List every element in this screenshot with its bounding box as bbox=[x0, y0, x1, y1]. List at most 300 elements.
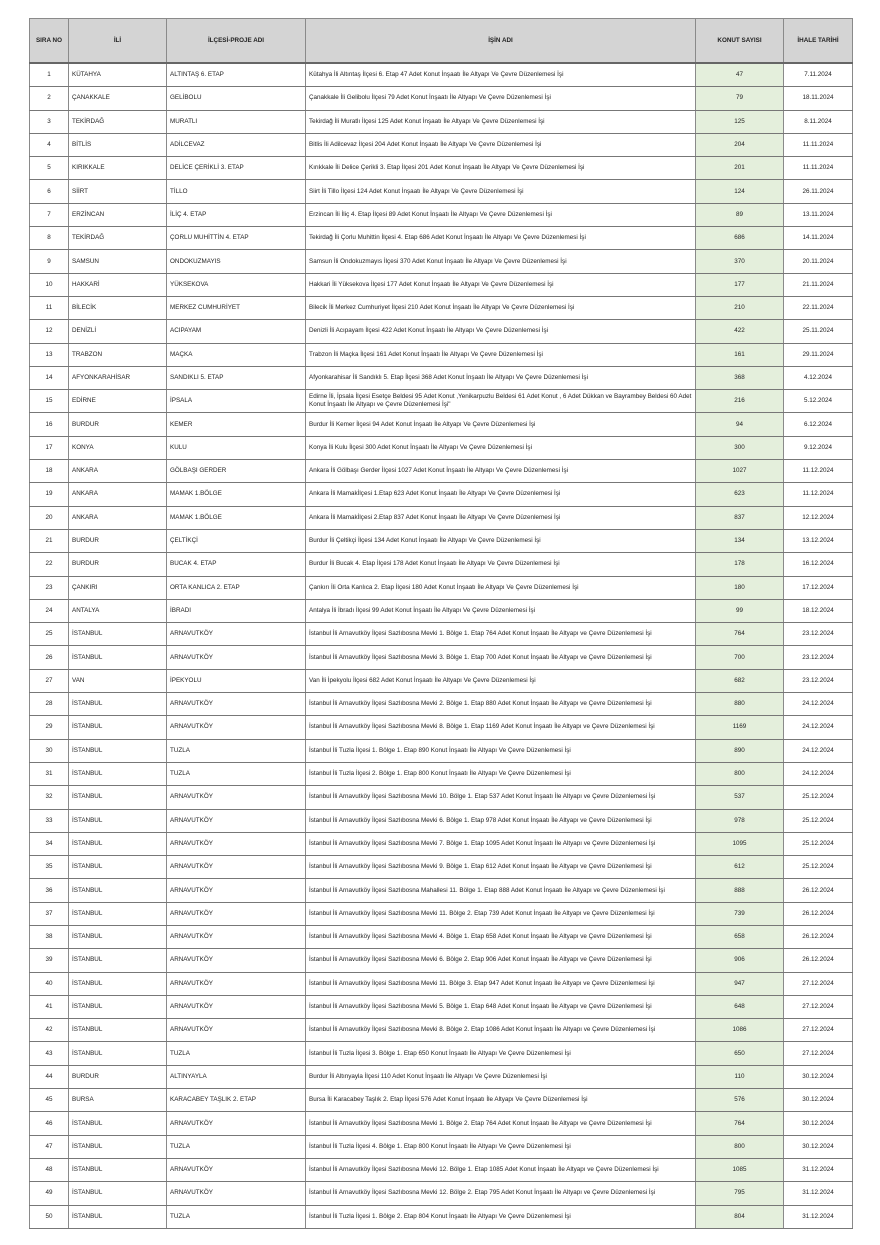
cell-ilcesi: DELİCE ÇERİKLİ 3. ETAP bbox=[167, 157, 306, 180]
table-row bbox=[30, 320, 853, 343]
cell-ilcesi: ARNAVUTKÖY bbox=[167, 1158, 306, 1181]
cell-ihale-tarihi: 27.12.2024 bbox=[784, 995, 853, 1018]
cell-isin-adi: Hakkari İli Yüksekova İlçesi 177 Adet Konut İnşaatı İle Altyapı Ve Çevre Düzenlemesi İşi bbox=[306, 273, 696, 296]
cell-konut-sayisi: 682 bbox=[696, 669, 784, 692]
cell-ilcesi: ARNAVUTKÖY bbox=[167, 832, 306, 855]
cell-ili: İSTANBUL bbox=[69, 856, 167, 879]
cell-sira-no: 12 bbox=[30, 320, 69, 343]
cell-ihale-tarihi: 31.12.2024 bbox=[784, 1158, 853, 1181]
header-konut-sayisi: KONUT SAYISI bbox=[696, 19, 784, 64]
cell-ilcesi: TUZLA bbox=[167, 762, 306, 785]
cell-ili: İSTANBUL bbox=[69, 786, 167, 809]
cell-ilcesi: İLİÇ 4. ETAP bbox=[167, 203, 306, 226]
table-row bbox=[30, 995, 853, 1018]
cell-sira-no: 48 bbox=[30, 1158, 69, 1181]
cell-konut-sayisi: 795 bbox=[696, 1182, 784, 1205]
cell-ihale-tarihi: 7.11.2024 bbox=[784, 63, 853, 87]
cell-isin-adi: Trabzon İli Maçka İlçesi 161 Adet Konut İnşaatı İle Altyapı Ve Çevre Düzenlemesi İşi bbox=[306, 343, 696, 366]
cell-isin-adi: Afyonkarahisar İli Sandıklı 5. Etap İlçesi 368 Adet Konut İnşaatı İle Altyapı Ve Çevre Düzenlemesi İşi bbox=[306, 366, 696, 389]
cell-konut-sayisi: 739 bbox=[696, 902, 784, 925]
table-row bbox=[30, 553, 853, 576]
cell-ilcesi: ALTINYAYLA bbox=[167, 1065, 306, 1088]
cell-isin-adi: İstanbul İli Arnavutköy İlçesi Sazlıbosna Mevki 5. Bölge 1. Etap 648 Adet Konut İnşaatı İle Altyapı ve Çevre Düzenlemesi İşi bbox=[306, 995, 696, 1018]
cell-sira-no: 45 bbox=[30, 1089, 69, 1112]
cell-ihale-tarihi: 25.12.2024 bbox=[784, 809, 853, 832]
cell-ili: ANKARA bbox=[69, 460, 167, 483]
cell-ilcesi: TUZLA bbox=[167, 1135, 306, 1158]
cell-ilcesi: ARNAVUTKÖY bbox=[167, 646, 306, 669]
cell-sira-no: 33 bbox=[30, 809, 69, 832]
cell-isin-adi: İstanbul İli Arnavutköy İlçesi Sazlıbosna Mevki 4. Bölge 1. Etap 658 Adet Konut İnşaatı İle Altyapı ve Çevre Düzenlemesi İşi bbox=[306, 925, 696, 948]
cell-konut-sayisi: 650 bbox=[696, 1042, 784, 1065]
header-ihale-tarihi: İHALE TARİHİ bbox=[784, 19, 853, 64]
cell-ili: İSTANBUL bbox=[69, 902, 167, 925]
cell-isin-adi: Çanakkale İli Gelibolu İlçesi 79 Adet Konut İnşaatı İle Altyapı Ve Çevre Düzenlemesi İşi bbox=[306, 87, 696, 110]
table-row bbox=[30, 273, 853, 296]
cell-konut-sayisi: 47 bbox=[696, 63, 784, 87]
cell-sira-no: 8 bbox=[30, 227, 69, 250]
cell-isin-adi: İstanbul İli Arnavutköy İlçesi Sazlıbosna Mevki 12. Bölge 1. Etap 1085 Adet Konut İnşaatı İle Altyapı ve Çevre Düzenlemesi İşi bbox=[306, 1158, 696, 1181]
cell-isin-adi: İstanbul İli Tuzla İlçesi 1. Bölge 1. Etap 890 Konut İnşaatı İle Altyapı Ve Çevre Düzenlemesi İşi bbox=[306, 739, 696, 762]
cell-isin-adi: Denizli İli Acıpayam İlçesi 422 Adet Konut İnşaatı İle Altyapı Ve Çevre Düzenlemesi İşi bbox=[306, 320, 696, 343]
table-row bbox=[30, 972, 853, 995]
cell-sira-no: 5 bbox=[30, 157, 69, 180]
cell-ihale-tarihi: 30.12.2024 bbox=[784, 1089, 853, 1112]
cell-isin-adi: Van İli İpekyolu İlçesi 682 Adet Konut İnşaatı İle Altyapı Ve Çevre Düzenlemesi İşi bbox=[306, 669, 696, 692]
cell-konut-sayisi: 978 bbox=[696, 809, 784, 832]
header-isin-adi: İŞİN ADI bbox=[306, 19, 696, 64]
cell-ilcesi: SANDIKLI 5. ETAP bbox=[167, 366, 306, 389]
cell-ilcesi: KARACABEY TAŞLIK 2. ETAP bbox=[167, 1089, 306, 1112]
cell-sira-no: 39 bbox=[30, 949, 69, 972]
table-row bbox=[30, 296, 853, 319]
cell-ihale-tarihi: 26.12.2024 bbox=[784, 949, 853, 972]
cell-isin-adi: İstanbul İli Arnavutköy İlçesi Sazlıbosna Mevki 6. Bölge 2. Etap 906 Adet Konut İnşaatı İle Altyapı ve Çevre Düzenlemesi İşi bbox=[306, 949, 696, 972]
cell-ihale-tarihi: 24.12.2024 bbox=[784, 693, 853, 716]
cell-ili: TRABZON bbox=[69, 343, 167, 366]
header-ilcesi-proje-adi: İLÇESİ-PROJE ADI bbox=[167, 19, 306, 64]
cell-isin-adi: İstanbul İli Arnavutköy İlçesi Sazlıbosna Mevki 9. Bölge 1. Etap 612 Adet Konut İnşaatı İle Altyapı ve Çevre Düzenlemesi İşi bbox=[306, 856, 696, 879]
table-row bbox=[30, 693, 853, 716]
cell-ili: BURDUR bbox=[69, 529, 167, 552]
table-row bbox=[30, 506, 853, 529]
cell-sira-no: 36 bbox=[30, 879, 69, 902]
header-ili: İLİ bbox=[69, 19, 167, 64]
cell-isin-adi: Kırıkkale İli Delice Çerikli 3. Etap İlçesi 201 Adet Konut İnşaatı İle Altyapı Ve Çevre Düzenlemesi İşi bbox=[306, 157, 696, 180]
cell-ilcesi: ARNAVUTKÖY bbox=[167, 1112, 306, 1135]
table-row bbox=[30, 1205, 853, 1228]
cell-isin-adi: Ankara İli Gölbaşı Gerder İlçesi 1027 Adet Konut İnşaatı İle Altyapı Ve Çevre Düzenlemesi İşi bbox=[306, 460, 696, 483]
table-row bbox=[30, 227, 853, 250]
cell-ihale-tarihi: 27.12.2024 bbox=[784, 1042, 853, 1065]
cell-konut-sayisi: 177 bbox=[696, 273, 784, 296]
cell-sira-no: 49 bbox=[30, 1182, 69, 1205]
cell-isin-adi: İstanbul İli Tuzla İlçesi 2. Bölge 1. Etap 800 Konut İnşaatı İle Altyapı Ve Çevre Düzenlemesi İşi bbox=[306, 762, 696, 785]
cell-sira-no: 31 bbox=[30, 762, 69, 785]
cell-ihale-tarihi: 6.12.2024 bbox=[784, 413, 853, 436]
cell-sira-no: 47 bbox=[30, 1135, 69, 1158]
cell-konut-sayisi: 300 bbox=[696, 436, 784, 459]
cell-ihale-tarihi: 11.12.2024 bbox=[784, 460, 853, 483]
cell-sira-no: 29 bbox=[30, 716, 69, 739]
cell-isin-adi: Edirne İli, İpsala İlçesi Esetçe Beldesi 95 Adet Konut ,Yenikarpuzlu Beldesi 61 Adet Konut , 6 Adet Dükkan ve Bayrambey Beldesi 60 Adet Konut İnşaatı İle Altyapı ve Çevre Düzenlemesi İşi" bbox=[306, 390, 696, 413]
cell-konut-sayisi: 124 bbox=[696, 180, 784, 203]
cell-sira-no: 1 bbox=[30, 63, 69, 87]
cell-ili: BURDUR bbox=[69, 413, 167, 436]
cell-konut-sayisi: 216 bbox=[696, 390, 784, 413]
cell-ihale-tarihi: 12.12.2024 bbox=[784, 506, 853, 529]
cell-ilcesi: GELİBOLU bbox=[167, 87, 306, 110]
cell-konut-sayisi: 178 bbox=[696, 553, 784, 576]
cell-sira-no: 22 bbox=[30, 553, 69, 576]
cell-ili: DENİZLİ bbox=[69, 320, 167, 343]
cell-ilcesi: İBRADI bbox=[167, 599, 306, 622]
cell-isin-adi: İstanbul İli Arnavutköy İlçesi Sazlıbosna Mevki 1. Bölge 1. Etap 764 Adet Konut İnşaatı İle Altyapı ve Çevre Düzenlemesi İşi bbox=[306, 623, 696, 646]
table-row bbox=[30, 786, 853, 809]
cell-ili: İSTANBUL bbox=[69, 1019, 167, 1042]
cell-sira-no: 44 bbox=[30, 1065, 69, 1088]
cell-ihale-tarihi: 25.12.2024 bbox=[784, 786, 853, 809]
table-row bbox=[30, 646, 853, 669]
cell-ihale-tarihi: 27.12.2024 bbox=[784, 1019, 853, 1042]
header-sira-no: SIRA NO bbox=[30, 19, 69, 64]
cell-konut-sayisi: 210 bbox=[696, 296, 784, 319]
cell-sira-no: 21 bbox=[30, 529, 69, 552]
cell-ilcesi: ÇELTİKÇİ bbox=[167, 529, 306, 552]
table-row bbox=[30, 157, 853, 180]
cell-sira-no: 2 bbox=[30, 87, 69, 110]
cell-sira-no: 24 bbox=[30, 599, 69, 622]
cell-isin-adi: İstanbul İli Arnavutköy İlçesi Sazlıbosna Mevki 11. Bölge 2. Etap 739 Adet Konut İnşaatı İle Altyapı ve Çevre Düzenlemesi İşi bbox=[306, 902, 696, 925]
cell-sira-no: 46 bbox=[30, 1112, 69, 1135]
cell-ihale-tarihi: 27.12.2024 bbox=[784, 972, 853, 995]
cell-konut-sayisi: 368 bbox=[696, 366, 784, 389]
cell-konut-sayisi: 880 bbox=[696, 693, 784, 716]
cell-konut-sayisi: 804 bbox=[696, 1205, 784, 1228]
cell-ilcesi: ARNAVUTKÖY bbox=[167, 1019, 306, 1042]
cell-sira-no: 30 bbox=[30, 739, 69, 762]
cell-isin-adi: Erzincan İli İliç 4. Etap İlçesi 89 Adet Konut İnşaatı İle Altyapı Ve Çevre Düzenlemesi İşi bbox=[306, 203, 696, 226]
cell-konut-sayisi: 125 bbox=[696, 110, 784, 133]
cell-ili: ERZİNCAN bbox=[69, 203, 167, 226]
cell-konut-sayisi: 906 bbox=[696, 949, 784, 972]
cell-isin-adi: Burdur İli Çeltikçi İlçesi 134 Adet Konut İnşaatı İle Altyapı Ve Çevre Düzenlemesi İşi bbox=[306, 529, 696, 552]
table-row bbox=[30, 832, 853, 855]
cell-ihale-tarihi: 16.12.2024 bbox=[784, 553, 853, 576]
cell-sira-no: 6 bbox=[30, 180, 69, 203]
cell-ihale-tarihi: 20.11.2024 bbox=[784, 250, 853, 273]
table-row bbox=[30, 1042, 853, 1065]
table-row bbox=[30, 413, 853, 436]
cell-ilcesi: ARNAVUTKÖY bbox=[167, 879, 306, 902]
cell-ilcesi: GÖLBAŞI GERDER bbox=[167, 460, 306, 483]
cell-sira-no: 15 bbox=[30, 390, 69, 413]
cell-sira-no: 41 bbox=[30, 995, 69, 1018]
cell-isin-adi: Çankırı İli Orta Kanlıca 2. Etap İlçesi 180 Adet Konut İnşaatı İle Altyapı Ve Çevre Düzenlemesi İşi bbox=[306, 576, 696, 599]
cell-konut-sayisi: 947 bbox=[696, 972, 784, 995]
cell-sira-no: 3 bbox=[30, 110, 69, 133]
cell-ilcesi: ARNAVUTKÖY bbox=[167, 925, 306, 948]
cell-ilcesi: ADİLCEVAZ bbox=[167, 133, 306, 156]
cell-ihale-tarihi: 13.12.2024 bbox=[784, 529, 853, 552]
cell-sira-no: 13 bbox=[30, 343, 69, 366]
cell-ili: EDİRNE bbox=[69, 390, 167, 413]
cell-ilcesi: MURATLI bbox=[167, 110, 306, 133]
cell-konut-sayisi: 686 bbox=[696, 227, 784, 250]
cell-ihale-tarihi: 11.12.2024 bbox=[784, 483, 853, 506]
cell-konut-sayisi: 1169 bbox=[696, 716, 784, 739]
cell-isin-adi: İstanbul İli Arnavutköy İlçesi Sazlıbosna Mahallesi 11. Bölge 1. Etap 888 Adet Konut İnşaatı İle Altyapı ve Çevre Düzenlemesi İşi bbox=[306, 879, 696, 902]
cell-ili: İSTANBUL bbox=[69, 1135, 167, 1158]
cell-ili: TEKİRDAĞ bbox=[69, 227, 167, 250]
cell-konut-sayisi: 658 bbox=[696, 925, 784, 948]
cell-ilcesi: ARNAVUTKÖY bbox=[167, 856, 306, 879]
cell-ilcesi: ARNAVUTKÖY bbox=[167, 693, 306, 716]
cell-konut-sayisi: 204 bbox=[696, 133, 784, 156]
cell-ili: İSTANBUL bbox=[69, 1158, 167, 1181]
cell-ilcesi: ARNAVUTKÖY bbox=[167, 995, 306, 1018]
table-row bbox=[30, 63, 853, 87]
cell-ili: VAN bbox=[69, 669, 167, 692]
cell-isin-adi: İstanbul İli Tuzla İlçesi 1. Bölge 2. Etap 804 Konut İnşaatı İle Altyapı Ve Çevre Düzenlemesi İşi bbox=[306, 1205, 696, 1228]
cell-ili: İSTANBUL bbox=[69, 1182, 167, 1205]
cell-ili: İSTANBUL bbox=[69, 1205, 167, 1228]
cell-ihale-tarihi: 9.12.2024 bbox=[784, 436, 853, 459]
cell-ihale-tarihi: 23.12.2024 bbox=[784, 623, 853, 646]
cell-isin-adi: İstanbul İli Arnavutköy İlçesi Sazlıbosna Mevki 10. Bölge 1. Etap 537 Adet Konut İnşaatı İle Altyapı ve Çevre Düzenlemesi İşi bbox=[306, 786, 696, 809]
cell-ilcesi: ÇORLU MUHİTTİN 4. ETAP bbox=[167, 227, 306, 250]
cell-ilcesi: İPSALA bbox=[167, 390, 306, 413]
cell-konut-sayisi: 79 bbox=[696, 87, 784, 110]
cell-konut-sayisi: 370 bbox=[696, 250, 784, 273]
cell-ili: BİTLİS bbox=[69, 133, 167, 156]
cell-ili: İSTANBUL bbox=[69, 762, 167, 785]
cell-sira-no: 23 bbox=[30, 576, 69, 599]
cell-ihale-tarihi: 11.11.2024 bbox=[784, 157, 853, 180]
cell-sira-no: 40 bbox=[30, 972, 69, 995]
cell-ilcesi: ARNAVUTKÖY bbox=[167, 809, 306, 832]
cell-konut-sayisi: 700 bbox=[696, 646, 784, 669]
cell-sira-no: 37 bbox=[30, 902, 69, 925]
table-header-row bbox=[30, 19, 853, 64]
cell-ihale-tarihi: 26.12.2024 bbox=[784, 879, 853, 902]
cell-sira-no: 10 bbox=[30, 273, 69, 296]
cell-ilcesi: MAMAK 1.BÖLGE bbox=[167, 506, 306, 529]
cell-isin-adi: Burdur İli Altınyayla İlçesi 110 Adet Konut İnşaatı İle Altyapı Ve Çevre Düzenlemesi İşi bbox=[306, 1065, 696, 1088]
table-row bbox=[30, 1019, 853, 1042]
cell-konut-sayisi: 134 bbox=[696, 529, 784, 552]
cell-sira-no: 34 bbox=[30, 832, 69, 855]
cell-ilcesi: ARNAVUTKÖY bbox=[167, 1182, 306, 1205]
cell-ili: KONYA bbox=[69, 436, 167, 459]
cell-ihale-tarihi: 25.12.2024 bbox=[784, 856, 853, 879]
cell-sira-no: 25 bbox=[30, 623, 69, 646]
cell-ihale-tarihi: 26.12.2024 bbox=[784, 925, 853, 948]
table-row bbox=[30, 1135, 853, 1158]
table-row bbox=[30, 856, 853, 879]
cell-konut-sayisi: 888 bbox=[696, 879, 784, 902]
cell-ihale-tarihi: 24.12.2024 bbox=[784, 739, 853, 762]
cell-ili: İSTANBUL bbox=[69, 716, 167, 739]
cell-ilcesi: TUZLA bbox=[167, 1205, 306, 1228]
table-row bbox=[30, 390, 853, 413]
cell-ilcesi: İPEKYOLU bbox=[167, 669, 306, 692]
cell-ihale-tarihi: 18.11.2024 bbox=[784, 87, 853, 110]
cell-konut-sayisi: 422 bbox=[696, 320, 784, 343]
cell-isin-adi: Kütahya İli Altıntaş İlçesi 6. Etap 47 Adet Konut İnşaatı İle Altyapı Ve Çevre Düzenlemesi İşi bbox=[306, 63, 696, 87]
cell-sira-no: 9 bbox=[30, 250, 69, 273]
cell-ilcesi: ARNAVUTKÖY bbox=[167, 623, 306, 646]
cell-ilcesi: ARNAVUTKÖY bbox=[167, 786, 306, 809]
cell-ili: İSTANBUL bbox=[69, 1042, 167, 1065]
cell-isin-adi: İstanbul İli Arnavutköy İlçesi Sazlıbosna Mevki 8. Bölge 2. Etap 1086 Adet Konut İnşaatı İle Altyapı ve Çevre Düzenlemesi İşi bbox=[306, 1019, 696, 1042]
table-row bbox=[30, 925, 853, 948]
cell-isin-adi: Bilecik İli Merkez Cumhuriyet İlçesi 210 Adet Konut İnşaatı İle Altyapı Ve Çevre Düzenlemesi İşi bbox=[306, 296, 696, 319]
cell-sira-no: 16 bbox=[30, 413, 69, 436]
cell-ihale-tarihi: 30.12.2024 bbox=[784, 1065, 853, 1088]
cell-konut-sayisi: 576 bbox=[696, 1089, 784, 1112]
cell-isin-adi: İstanbul İli Arnavutköy İlçesi Sazlıbosna Mevki 7. Bölge 1. Etap 1095 Adet Konut İnşaatı İle Altyapı ve Çevre Düzenlemesi İşi bbox=[306, 832, 696, 855]
cell-ihale-tarihi: 23.12.2024 bbox=[784, 669, 853, 692]
cell-ili: SİİRT bbox=[69, 180, 167, 203]
cell-ili: İSTANBUL bbox=[69, 739, 167, 762]
cell-ihale-tarihi: 25.12.2024 bbox=[784, 832, 853, 855]
cell-ihale-tarihi: 18.12.2024 bbox=[784, 599, 853, 622]
cell-konut-sayisi: 612 bbox=[696, 856, 784, 879]
cell-isin-adi: Antalya İli İbradı İlçesi 99 Adet Konut İnşaatı İle Altyapı Ve Çevre Düzenlemesi İşi bbox=[306, 599, 696, 622]
cell-ilcesi: ACIPAYAM bbox=[167, 320, 306, 343]
cell-ilcesi: MERKEZ CUMHURİYET bbox=[167, 296, 306, 319]
cell-ihale-tarihi: 14.11.2024 bbox=[784, 227, 853, 250]
cell-ihale-tarihi: 31.12.2024 bbox=[784, 1182, 853, 1205]
tender-table bbox=[29, 18, 853, 1229]
table-row bbox=[30, 669, 853, 692]
cell-sira-no: 27 bbox=[30, 669, 69, 692]
cell-konut-sayisi: 800 bbox=[696, 1135, 784, 1158]
table-row bbox=[30, 483, 853, 506]
cell-ihale-tarihi: 17.12.2024 bbox=[784, 576, 853, 599]
cell-konut-sayisi: 1027 bbox=[696, 460, 784, 483]
cell-konut-sayisi: 1086 bbox=[696, 1019, 784, 1042]
cell-ilcesi: ARNAVUTKÖY bbox=[167, 716, 306, 739]
cell-isin-adi: İstanbul İli Tuzla İlçesi 4. Bölge 1. Etap 800 Konut İnşaatı İle Altyapı Ve Çevre Düzenlemesi İşi bbox=[306, 1135, 696, 1158]
cell-ili: BİLECİK bbox=[69, 296, 167, 319]
cell-isin-adi: İstanbul İli Arnavutköy İlçesi Sazlıbosna Mevki 3. Bölge 1. Etap 700 Adet Konut İnşaatı İle Altyapı ve Çevre Düzenlemesi İşi bbox=[306, 646, 696, 669]
cell-ihale-tarihi: 24.12.2024 bbox=[784, 762, 853, 785]
cell-ihale-tarihi: 30.12.2024 bbox=[784, 1135, 853, 1158]
cell-ili: İSTANBUL bbox=[69, 925, 167, 948]
cell-sira-no: 50 bbox=[30, 1205, 69, 1228]
cell-isin-adi: Ankara İli Mamakİlçesi 1.Etap 623 Adet Konut İnşaatı İle Altyapı Ve Çevre Düzenlemesi İşi bbox=[306, 483, 696, 506]
cell-ihale-tarihi: 5.12.2024 bbox=[784, 390, 853, 413]
table-row bbox=[30, 1065, 853, 1088]
cell-ili: İSTANBUL bbox=[69, 809, 167, 832]
table-row bbox=[30, 110, 853, 133]
cell-ili: İSTANBUL bbox=[69, 832, 167, 855]
cell-konut-sayisi: 890 bbox=[696, 739, 784, 762]
table-row bbox=[30, 1112, 853, 1135]
table-row bbox=[30, 762, 853, 785]
cell-ili: İSTANBUL bbox=[69, 646, 167, 669]
cell-ilcesi: YÜKSEKOVA bbox=[167, 273, 306, 296]
cell-isin-adi: İstanbul İli Arnavutköy İlçesi Sazlıbosna Mevki 8. Bölge 1. Etap 1169 Adet Konut İnşaatı İle Altyapı ve Çevre Düzenlemesi İşi bbox=[306, 716, 696, 739]
cell-ili: BURDUR bbox=[69, 1065, 167, 1088]
cell-isin-adi: İstanbul İli Arnavutköy İlçesi Sazlıbosna Mevki 2. Bölge 1. Etap 880 Adet Konut İnşaatı İle Altyapı ve Çevre Düzenlemesi İşi bbox=[306, 693, 696, 716]
cell-ili: HAKKARİ bbox=[69, 273, 167, 296]
cell-konut-sayisi: 1095 bbox=[696, 832, 784, 855]
cell-ili: ANKARA bbox=[69, 506, 167, 529]
cell-ilcesi: ARNAVUTKÖY bbox=[167, 972, 306, 995]
cell-ili: BURDUR bbox=[69, 553, 167, 576]
cell-isin-adi: Bitlis İli Adilcevaz İlçesi 204 Adet Konut İnşaatı İle Altyapı Ve Çevre Düzenlemesi İşi bbox=[306, 133, 696, 156]
cell-konut-sayisi: 1085 bbox=[696, 1158, 784, 1181]
cell-konut-sayisi: 537 bbox=[696, 786, 784, 809]
cell-konut-sayisi: 99 bbox=[696, 599, 784, 622]
table-row bbox=[30, 436, 853, 459]
table-row bbox=[30, 599, 853, 622]
cell-isin-adi: İstanbul İli Arnavutköy İlçesi Sazlıbosna Mevki 6. Bölge 1. Etap 978 Adet Konut İnşaatı İle Altyapı ve Çevre Düzenlemesi İşi bbox=[306, 809, 696, 832]
cell-sira-no: 28 bbox=[30, 693, 69, 716]
cell-ili: İSTANBUL bbox=[69, 693, 167, 716]
cell-sira-no: 19 bbox=[30, 483, 69, 506]
cell-ilcesi: ORTA KANLICA 2. ETAP bbox=[167, 576, 306, 599]
cell-isin-adi: Siirt İli Tillo İlçesi 124 Adet Konut İnşaatı İle Altyapı Ve Çevre Düzenlemesi İşi bbox=[306, 180, 696, 203]
cell-ihale-tarihi: 8.11.2024 bbox=[784, 110, 853, 133]
cell-isin-adi: İstanbul İli Arnavutköy İlçesi Sazlıbosna Mevki 12. Bölge 2. Etap 795 Adet Konut İnşaatı İle Altyapı ve Çevre Düzenlemesi İşi bbox=[306, 1182, 696, 1205]
cell-ili: BURSA bbox=[69, 1089, 167, 1112]
cell-ilcesi: TİLLO bbox=[167, 180, 306, 203]
cell-sira-no: 20 bbox=[30, 506, 69, 529]
cell-sira-no: 26 bbox=[30, 646, 69, 669]
table-row bbox=[30, 809, 853, 832]
cell-ihale-tarihi: 22.11.2024 bbox=[784, 296, 853, 319]
cell-ihale-tarihi: 11.11.2024 bbox=[784, 133, 853, 156]
cell-ili: İSTANBUL bbox=[69, 623, 167, 646]
table-row bbox=[30, 180, 853, 203]
cell-sira-no: 11 bbox=[30, 296, 69, 319]
cell-isin-adi: Burdur İli Kemer İlçesi 94 Adet Konut İnşaatı İle Altyapı Ve Çevre Düzenlemesi İşi bbox=[306, 413, 696, 436]
cell-konut-sayisi: 201 bbox=[696, 157, 784, 180]
cell-sira-no: 43 bbox=[30, 1042, 69, 1065]
cell-ihale-tarihi: 24.12.2024 bbox=[784, 716, 853, 739]
cell-ihale-tarihi: 4.12.2024 bbox=[784, 366, 853, 389]
cell-isin-adi: İstanbul İli Tuzla İlçesi 3. Bölge 1. Etap 650 Konut İnşaatı İle Altyapı Ve Çevre Düzenlemesi İşi bbox=[306, 1042, 696, 1065]
table-row bbox=[30, 203, 853, 226]
cell-ilcesi: ARNAVUTKÖY bbox=[167, 949, 306, 972]
table-row bbox=[30, 902, 853, 925]
table-row bbox=[30, 133, 853, 156]
cell-ilcesi: KULU bbox=[167, 436, 306, 459]
cell-ihale-tarihi: 29.11.2024 bbox=[784, 343, 853, 366]
cell-konut-sayisi: 94 bbox=[696, 413, 784, 436]
cell-isin-adi: Samsun İli Ondokuzmayıs İlçesi 370 Adet Konut İnşaatı İle Altyapı Ve Çevre Düzenlemesi İşi bbox=[306, 250, 696, 273]
cell-ilcesi: ARNAVUTKÖY bbox=[167, 902, 306, 925]
cell-sira-no: 14 bbox=[30, 366, 69, 389]
cell-isin-adi: Tekirdağ İli Muratlı İlçesi 125 Adet Konut İnşaatı İle Altyapı Ve Çevre Düzenlemesi İşi bbox=[306, 110, 696, 133]
cell-konut-sayisi: 764 bbox=[696, 623, 784, 646]
cell-ilcesi: ONDOKUZMAYIS bbox=[167, 250, 306, 273]
cell-ilcesi: BUCAK 4. ETAP bbox=[167, 553, 306, 576]
cell-sira-no: 35 bbox=[30, 856, 69, 879]
cell-isin-adi: Tekirdağ İli Çorlu Muhittin İlçesi 4. Etap 686 Adet Konut İnşaatı İle Altyapı Ve Çevre Düzenlemesi İşi bbox=[306, 227, 696, 250]
cell-ili: İSTANBUL bbox=[69, 1112, 167, 1135]
cell-konut-sayisi: 648 bbox=[696, 995, 784, 1018]
cell-ili: İSTANBUL bbox=[69, 972, 167, 995]
cell-ili: TEKİRDAĞ bbox=[69, 110, 167, 133]
cell-konut-sayisi: 180 bbox=[696, 576, 784, 599]
cell-ili: ÇANAKKALE bbox=[69, 87, 167, 110]
cell-ili: SAMSUN bbox=[69, 250, 167, 273]
